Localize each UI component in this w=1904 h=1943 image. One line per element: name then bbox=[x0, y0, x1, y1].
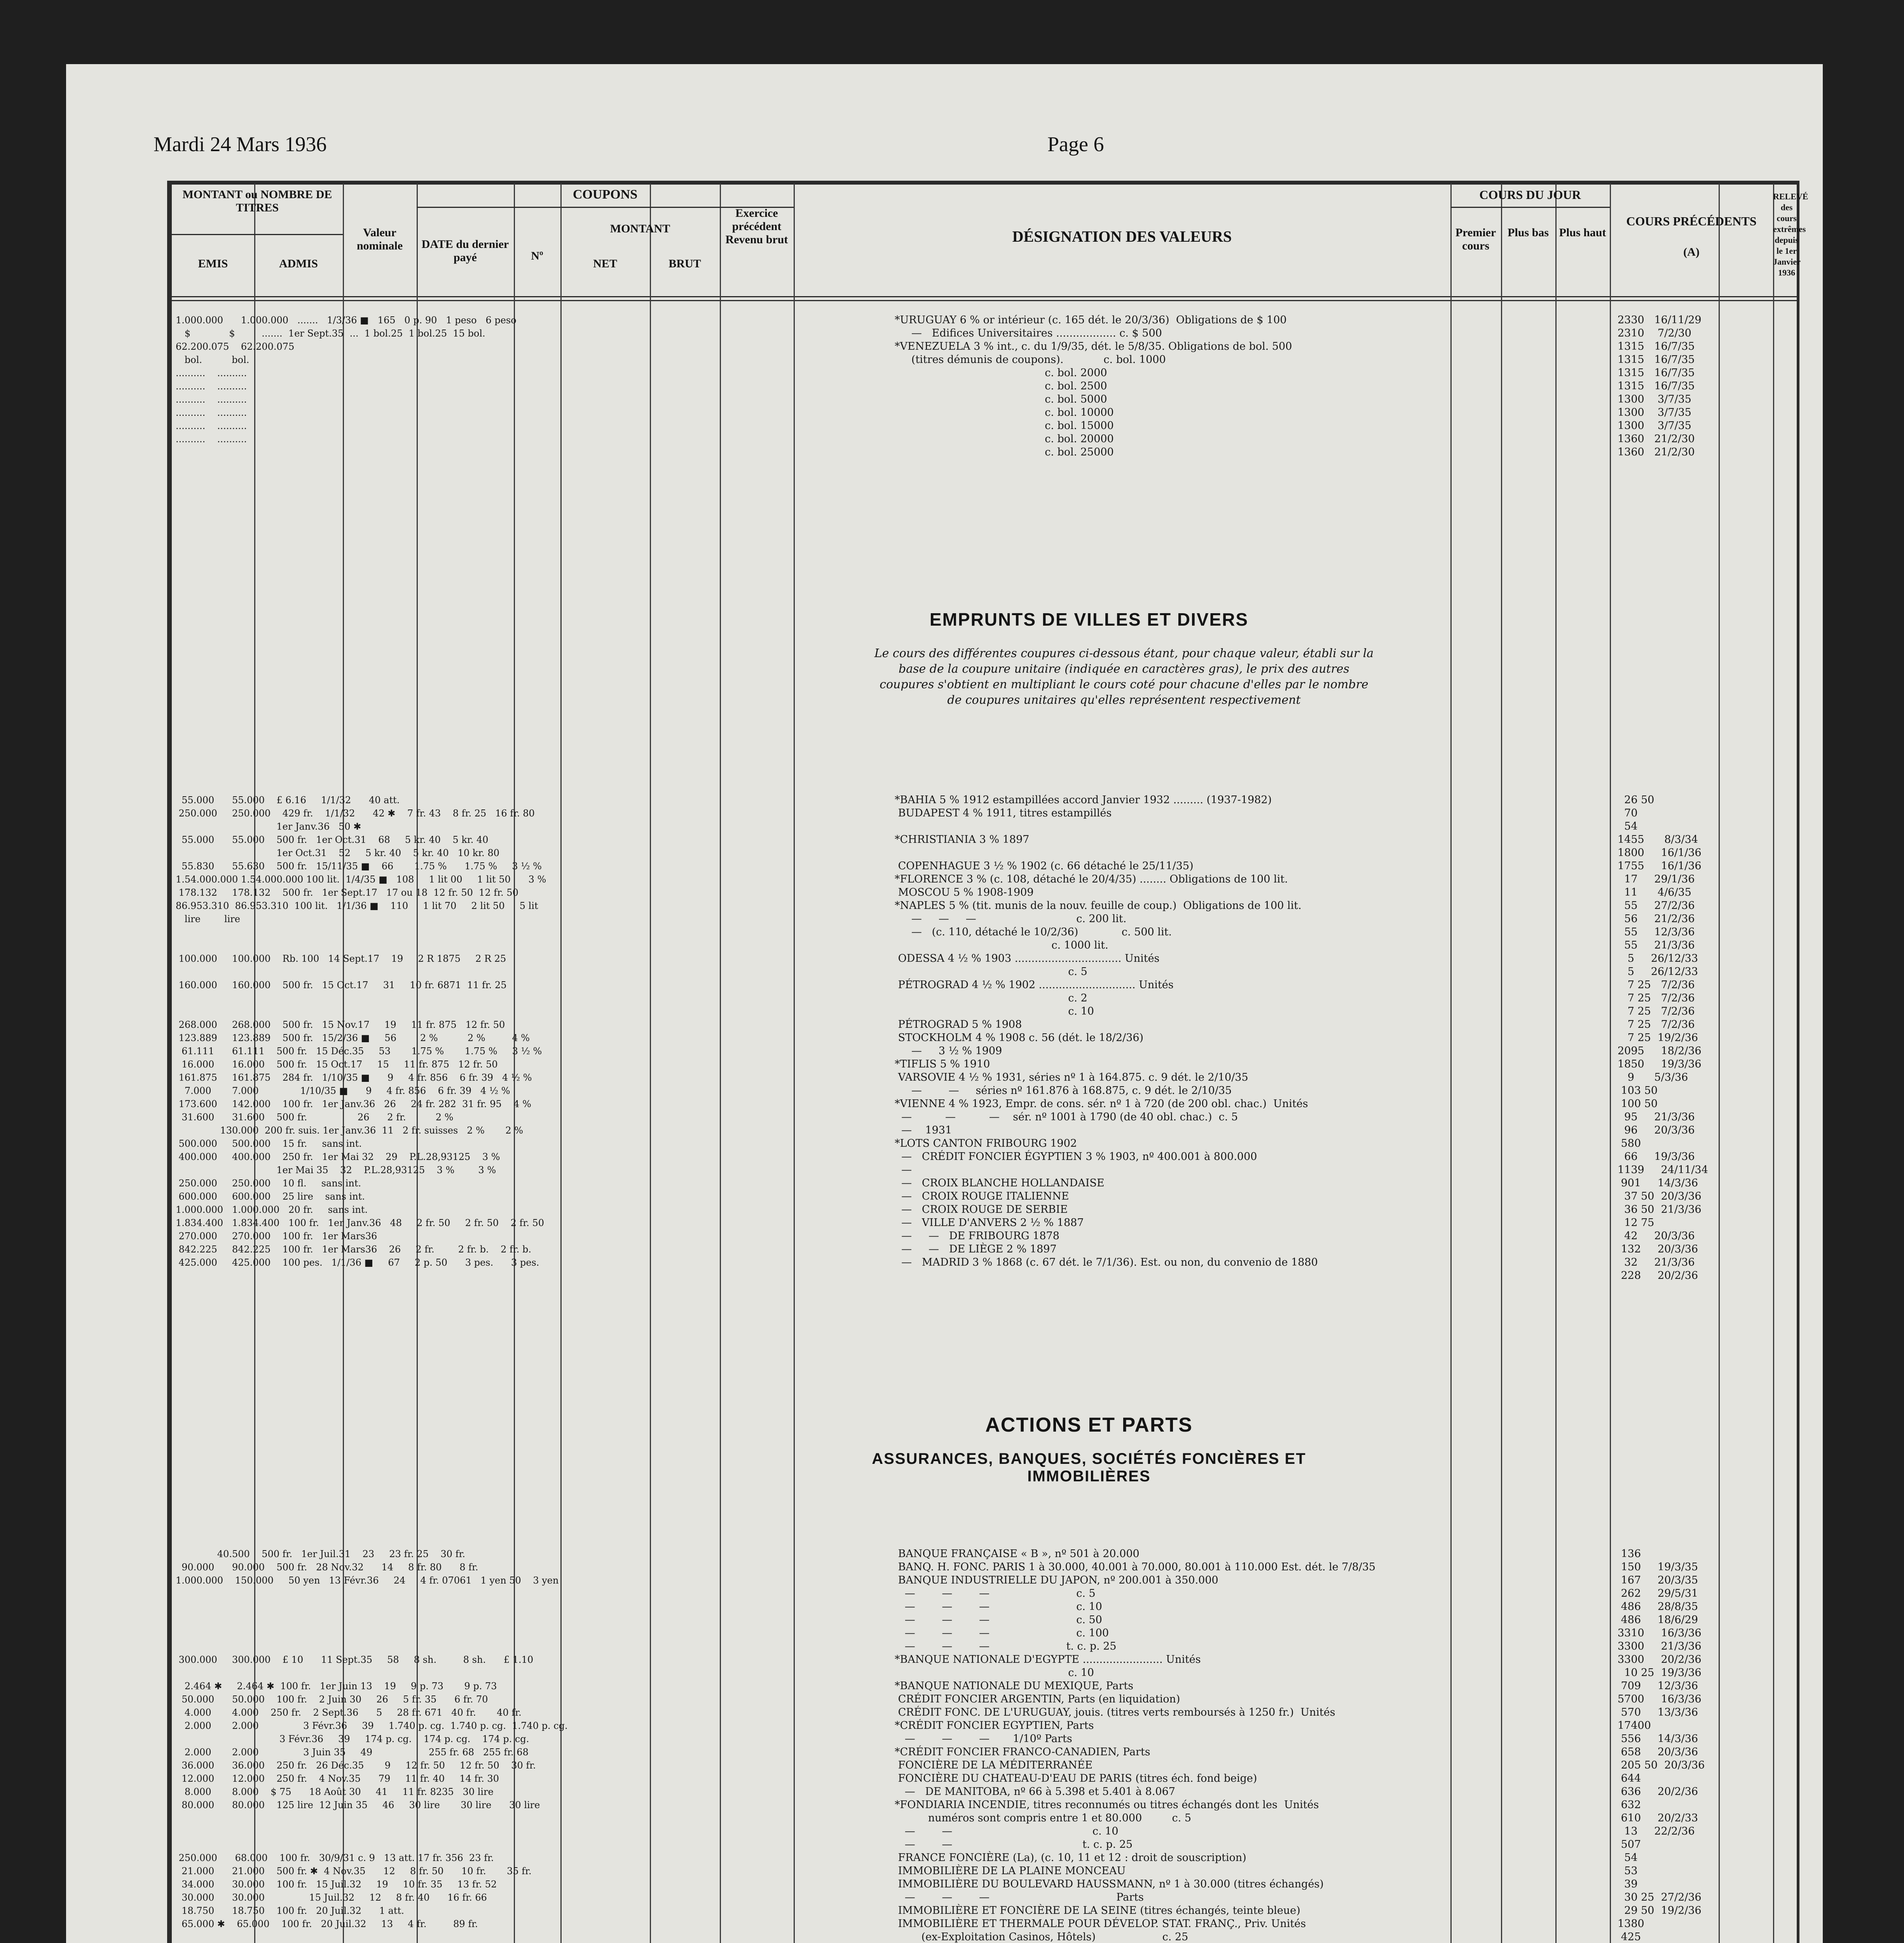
header-cours-jour: COURS DU JOUR bbox=[1479, 188, 1581, 202]
header-net: NET bbox=[593, 257, 617, 270]
page-number: Page 6 bbox=[1047, 133, 1104, 156]
header-admis: ADMIS bbox=[279, 257, 318, 270]
header-bottom-rule bbox=[172, 296, 1797, 297]
header-bottom-rule-2 bbox=[172, 300, 1797, 301]
col-rule bbox=[794, 183, 795, 1943]
col-rule bbox=[1450, 183, 1452, 1943]
block3-numbers: 40.500 500 fr. 1er Juil.31 23 23 fr. 25 30 fr. 90.000 90.000 500 fr. 28 Nov.32 14 8 fr. 80 8 fr. 1.000.000 150.000 50 yen 13 Févr.36 24 4 fr. 07061 1 yen 50 3 yen 300.000 300.000 £ 10 11 Sept.35 58 8 sh. 8 sh. £ 1.10 2.464 ✱ 2.464 ✱ 100 fr. 1er Juin 13 19 9 p. 73 9 p. 73 50.000 50.000 100 fr. 2 Juin 30 26 5 fr. 35 6 fr. 70 4.000 4.000 250 fr. 2 Sept.36 5 28 fr. 671 40 fr. 40 fr. 2.000 2.000 3 Févr.36 39 1.740 p. cg. 1.740 p. cg. 1.740 p. cg. 3 Févr.36 39 174 p. cg. 174 p. cg. 174 p. cg. 2.000 2.000 3 Juin 35 49 255 fr. 68 255 fr. 68 36.000 36.000 250 fr. 26 Déc.35 9 12 fr. 50 12 fr. 50 30 fr. 12.000 12.000 250 fr. 4 Nov.35 79 11 fr. 40 14 fr. 30 8.000 8.000 $ 75 18 Août 30 41 11 fr. 8235 30 lire 80.000 80.000 125 lire 12 Juin 35 46 30 lire 30 lire 30 lire 250.000 68.000 100 fr. 30/9/31 c. 9 13 att. 17 fr. 356 23 fr. 21.000 21.000 500 fr. ✱ 4 Nov.35 12 8 fr. 50 10 fr. 35 fr. 34.000 30.000 100 fr. 15 Juil.32 19 10 fr. 35 13 fr. 52 30.000 30.000 15 Juil.32 12 8 fr. 40 16 fr. 66 18.750 18.750 100 fr. 20 Juil.32 1 att. 65.000 ✱ 65.000 100 fr. 20 Juil.32 13 4 fr. 89 fr. bbox=[176, 1549, 568, 1929]
col-rule bbox=[1610, 183, 1611, 1943]
header-plus-bas: Plus bas bbox=[1508, 226, 1549, 239]
header-brut: BRUT bbox=[668, 257, 701, 270]
page-date: Mardi 24 Mars 1936 bbox=[154, 133, 327, 156]
col-rule bbox=[1773, 183, 1774, 1943]
block2-cours-precedents: 26 50 70 54 1455 8/3/34 1800 16/1/36 1755 16/1/36 17 29/1/36 11 4/6/35 55 27/2/36 56 21/2/36 55 12/3/36 55 21/3/36 5 26/12/33 5 26/12/33 7 25 7/2/36 7 25 7/2/36 7 25 7/2/36 7 25 7/2/36 7 25 19/2/36 2095 18/2/36 1850 19/3/36 9 5/3/36 103 50 100 50 95 21/3/36 96 20/3/36 580 66 19/3/36 1139 24/11/34 901 14/3/36 37 50 20/3/36 36 50 21/3/36 12 75 42 20/3/36 132 20/3/36 32 21/3/36 228 20/2/36 bbox=[1618, 794, 1708, 1282]
block1-cours-precedents: 2330 16/11/29 2310 7/2/30 1315 16/7/35 1315 16/7/35 1315 16/7/35 1315 16/7/35 1300 3/7/35 1300 3/7/35 1300 3/7/35 1360 21/2/30 1360 21/2/30 bbox=[1618, 314, 1702, 458]
header-date-dernier: DATE du dernier payé bbox=[421, 238, 509, 264]
block3-designations: BANQUE FRANÇAISE « B », nº 501 à 20.000 BANQ. H. FONC. PARIS 1 à 30.000, 40.001 à 70.000, 80.001 à 110.000 Est. dét. le 7/8/35 BANQUE INDUSTRIELLE DU JAPON, nº 200.001 à 350.000 — — — c. 5 — — — c. 10 — — — c. 50 — — — c. 100 — — — t. c. p. 25 *BANQUE NATIONALE D'EGYPTE ........................ Unités c. 10 *BANQUE NATIONALE DU MEXIQUE, Parts CRÉDIT FONCIER ARGENTIN, Parts (en liquidation) CRÉDIT FONC. DE L'URUGUAY, jouis. (titres verts remboursés à 1250 fr.) Unités *CRÉDIT FONCIER EGYPTIEN, Parts — — — 1/10º Parts *CRÉDIT FONCIER FRANCO-CANADIEN, Parts FONCIÈRE DE LA MÉDITERRANÉE FONCIÈRE DU CHATEAU-D'EAU DE PARIS (titres éch. fond beige) — DE MANITOBA, nº 66 à 5.398 et 5.401 à 8.067 *FONDIARIA INCENDIE, titres reconnumés ou titres échangés dont les Unités numéros sont compris entre 1 et 80.000 c. 5 — — c. 10 — — t. c. p. 25 FRANCE FONCIÈRE (La), (c. 10, 11 et 12 : droit de souscription) IMMOBILIÈRE DE LA PLAINE MONCEAU IMMOBILIÈRE DU BOULEVARD HAUSSMANN, nº 1 à 30.000 (titres échangés) — — — Parts IMMOBILIÈRE ET FONCIÈRE DE LA SEINE (titres échangés, teinte bleue) IMMOBILIÈRE ET THERMALE POUR DÉVELOP. STAT. FRANÇ., Priv. Unités (ex-Exploitation Casinos, Hôtels) c. 25 bbox=[895, 1548, 1376, 1943]
block1-designations: *URUGUAY 6 % or intérieur (c. 165 dét. le 20/3/36) Obligations de $ 100 — Edifices Universitaires .................. c. $ 500 *VENEZUELA 3 % int., c. du 1/9/35, dét. le 5/8/35. Obligations de bol. 500 (titres démunis de coupons). c. bol. 1000 c. bol. 2000 c. bol. 2500 c. bol. 5000 c. bol. 10000 c. bol. 15000 c. bol. 20000 c. bol. 25000 bbox=[895, 314, 1292, 458]
block2-designations: *BAHIA 5 % 1912 estampillées accord Janvier 1932 ......... (1937-1982) BUDAPEST 4 % 1911, titres estampillés *CHRISTIANIA 3 % 1897 COPENHAGUE 3 ½ % 1902 (c. 66 détaché le 25/11/35) *FLORENCE 3 % (c. 108, détaché le 20/4/35) ........ Obligations de 100 lit. MOSCOU 5 % 1908-1909 *NAPLES 5 % (tit. munis de la nouv. feuille de coup.) Obligations de 100 lit. — — — c. 200 lit. — (c. 110, détaché le 10/2/36) c. 500 lit. c. 1000 lit. ODESSA 4 ½ % 1903 ................................ Unités c. 5 PÉTROGRAD 4 ½ % 1902 ............................. Unités c. 2 c. 10 PÉTROGRAD 5 % 1908 STOCKHOLM 4 % 1908 c. 56 (dét. le 18/2/36) — 3 ½ % 1909 *TIFLIS 5 % 1910 VARSOVIE 4 ½ % 1931, séries nº 1 à 164.875. c. 9 dét. le 2/10/35 — — séries nº 161.876 à 168.875, c. 9 dét. le 2/10/35 *VIENNE 4 % 1923, Empr. de cons. sér. nº 1 à 720 (de 200 obl. chac.) Unités — — — sér. nº 1001 à 1790 (de 40 obl. chac.) c. 5 — 1931 *LOTS CANTON FRIBOURG 1902 — CRÉDIT FONCIER ÉGYPTIEN 3 % 1903, nº 400.001 à 800.000 — — CROIX BLANCHE HOLLANDAISE — CROIX ROUGE ITALIENNE — CROIX ROUGE DE SERBIE — VILLE D'ANVERS 2 ½ % 1887 — — DE FRIBOURG 1878 — — DE LIÈGE 2 % 1897 — MADRID 3 % 1868 (c. 67 dét. le 7/1/36). Est. ou non, du convenio de 1880 bbox=[895, 794, 1318, 1268]
header-cours-prec: COURS PRÉCÉDENTS bbox=[1626, 214, 1757, 228]
col-rule bbox=[720, 183, 721, 1943]
header-exercice: Exercice précédent Revenu brut bbox=[725, 207, 788, 246]
header-valeur: Valeur nominale bbox=[356, 226, 403, 252]
header-coupons: COUPONS bbox=[572, 187, 638, 202]
section-actions-title: ACTIONS ET PARTS bbox=[985, 1414, 1193, 1436]
section-emprunts-title: EMPRUNTS DE VILLES ET DIVERS bbox=[929, 609, 1249, 630]
section-assurances-title: ASSURANCES, BANQUES, SOCIÉTÉS FONCIÈRES ET IMMOBILIÈRES bbox=[872, 1450, 1306, 1485]
block1-numbers: 1.000.000 1.000.000 ....... 1/3/36 ■ 165 0 p. 90 1 peso 6 peso $ $ ....... 1er Sept.35 ... 1 bol.25 1 bol.25 15 bol. 62.200.075 62.200.075 bol. bol. .......... .......... .......... .......... .......... .......... .......... .......... .......... .......... .......... .......... bbox=[176, 315, 517, 445]
header-cours-prec-a: (A) bbox=[1683, 246, 1700, 258]
header-no: Nº bbox=[531, 249, 543, 262]
header-releve: RELEVÉ des cours extrêmes depuis le 1er Janvier 1936 bbox=[1773, 192, 1808, 277]
page-header bbox=[154, 124, 1772, 167]
block3-cours-precedents: 136 150 19/3/35 167 20/3/35 262 29/5/31 486 28/8/35 486 18/6/29 3310 16/3/36 3300 21/3/36 3300 20/2/36 10 25 19/3/36 709 12/3/36 5700 16/3/36 570 13/3/36 17400 556 14/3/36 658 20/3/36 205 50 20/3/36 644 636 20/2/36 632 610 20/2/33 13 22/2/36 507 54 53 39 30 25 27/2/36 29 50 19/2/36 1380 425 bbox=[1618, 1548, 1705, 1943]
header-sub-rule bbox=[1450, 207, 1610, 208]
header-montant-coupon: MONTANT bbox=[610, 222, 670, 235]
col-rule bbox=[1719, 183, 1720, 1943]
header-plus-haut: Plus haut bbox=[1559, 226, 1606, 239]
header-sub-rule bbox=[172, 234, 343, 235]
block2-numbers: 55.000 55.000 £ 6.16 1/1/32 40 att. 250.000 250.000 429 fr. 1/1/32 42 ✱ 7 fr. 43 8 fr. 25 16 fr. 80 1er Janv.36 50 ✱ 55.000 55.000 500 fr. 1er Oct.31 68 5 kr. 40 5 kr. 40 1er Oct.31 52 5 kr. 40 5 kr. 40 10 kr. 80 55.830 55.630 500 fr. 15/11/35 ■ 66 1.75 % 1.75 % 3 ½ % 1.54.000.000 1.54.000.000 100 lit. 1/4/35 ■ 108 1 lit 00 1 lit 50 3 % 178.132 178.132 500 fr. 1er Sept.17 17 ou 18 12 fr. 50 12 fr. 50 86.953.310 86.953.310 100 lit. 1/1/36 ■ 110 1 lit 70 2 lit 50 5 lit lire lire 100.000 100.000 Rb. 100 14 Sept.17 19 2 R 1875 2 R 25 160.000 160.000 500 fr. 15 Oct.17 31 10 fr. 6871 11 fr. 25 268.000 268.000 500 fr. 15 Nov.17 19 11 fr. 875 12 fr. 50 123.889 123.889 500 fr. 15/2/36 ■ 56 2 % 2 % 4 % 61.111 61.111 500 fr. 15 Déc.35 53 1.75 % 1.75 % 3 ½ % 16.000 16.000 500 fr. 15 Oct.17 15 11 fr. 875 12 fr. 50 161.875 161.875 284 fr. 1/10/35 ■ 9 4 fr. 856 6 fr. 39 4 ½ % 7.000 7.000 1/10/35 ■ 9 4 fr. 856 6 fr. 39 4 ½ % 173.600 142.000 100 fr. 1er Janv.36 26 24 fr. 282 31 fr. 95 4 % 31.600 31.600 500 fr. 26 2 fr. 2 % 130.000 200 fr. suis. 1er Janv.36 11 2 fr. suisses 2 % 2 % 500.000 500.000 15 fr. sans int. 400.000 400.000 250 fr. 1er Mai 32 29 P.L.28,93125 3 % 1er Mai 35 32 P.L.28,93125 3 % 3 % 250.000 250.000 10 fl. sans int. 600.000 600.000 25 lire sans int. 1.000.000 1.000.000 20 fr. sans int. 1.834.400 1.834.400 100 fr. 1er Janv.36 48 2 fr. 50 2 fr. 50 2 fr. 50 270.000 270.000 100 fr. 1er Mars36 842.225 842.225 100 fr. 1er Mars36 26 2 fr. 2 fr. b. 2 fr. b. 425.000 425.000 100 pes. 1/1/36 ■ 67 2 p. 50 3 pes. 3 pes. bbox=[176, 795, 546, 1268]
table-top-rule bbox=[172, 183, 1797, 185]
newspaper-page bbox=[66, 64, 1823, 1943]
col-rule bbox=[650, 183, 651, 1943]
col-rule bbox=[1501, 183, 1502, 1943]
header-designation: DÉSIGNATION DES VALEURS bbox=[1012, 228, 1232, 245]
header-premier: Premier cours bbox=[1455, 226, 1496, 252]
section-emprunts-note: Le cours des différentes coupures ci-dessous étant, pour chaque valeur, établi sur la base de la coupure unitaire (indiquée en caractères gras), le prix des autres coupures s'obtient en multipliant le cours coté pour chacune d'elles par le nombre de coupures unitaires qu'elles représentent respectivement bbox=[874, 647, 1374, 707]
header-montant: MONTANT ou NOMBRE DE TITRES bbox=[182, 188, 332, 214]
header-emis: EMIS bbox=[198, 257, 228, 270]
quotation-table bbox=[167, 181, 1808, 1943]
col-rule bbox=[1555, 183, 1557, 1943]
